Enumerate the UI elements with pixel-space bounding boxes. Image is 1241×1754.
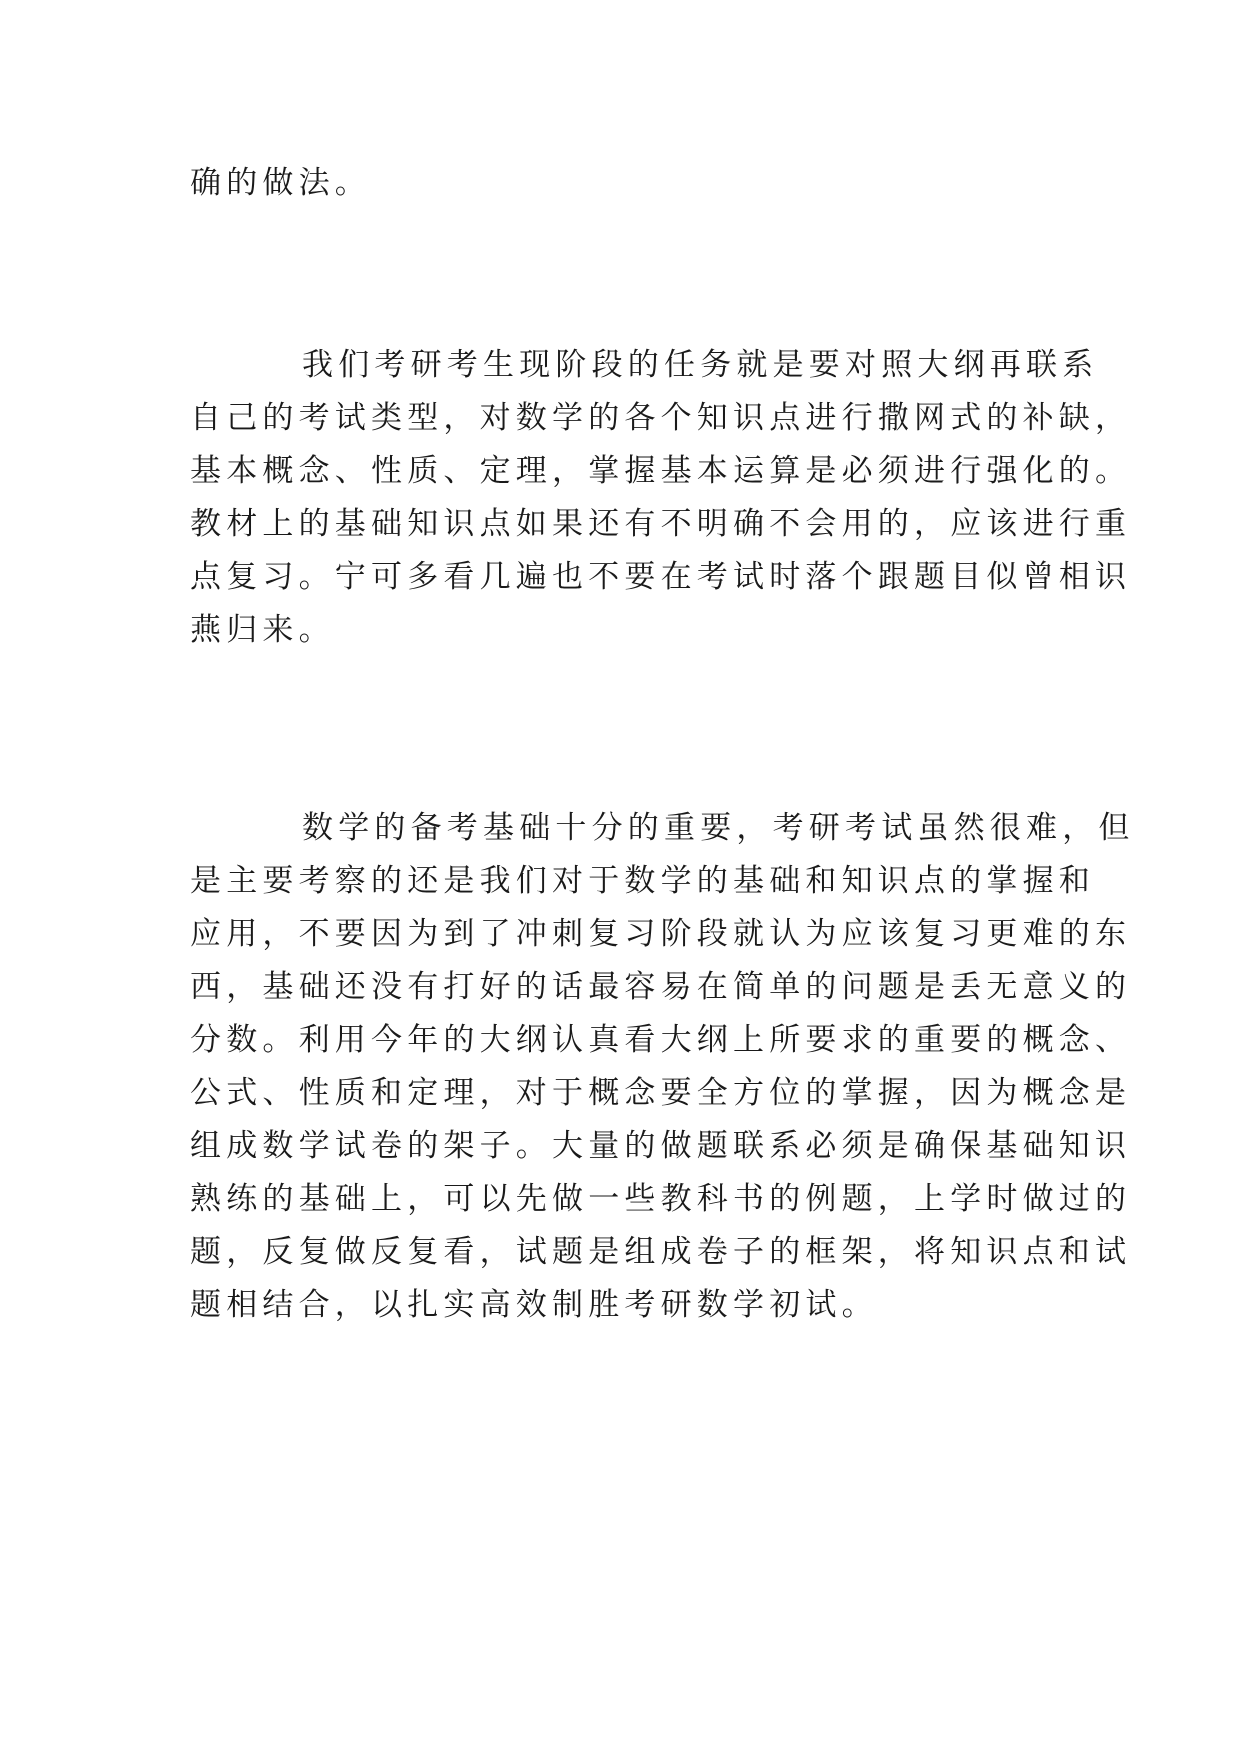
paragraph-line: 点复习。宁可多看几遍也不要在考试时落个跟题目似曾相识 (190, 559, 1132, 595)
paragraph-line: 基本概念、性质、定理，掌握基本运算是必须进行强化的。 (190, 453, 1132, 489)
paragraph-line: 确的做法。 (190, 165, 371, 201)
paragraph-line: 题，反复做反复看，试题是组成卷子的框架，将知识点和试 (190, 1234, 1132, 1270)
paragraph-line: 分数。利用今年的大纲认真看大纲上所要求的重要的概念、 (190, 1022, 1132, 1058)
paragraph-line: 公式、性质和定理，对于概念要全方位的掌握，因为概念是 (190, 1075, 1132, 1111)
paragraph-line: 应用，不要因为到了冲刺复习阶段就认为应该复习更难的东 (190, 916, 1132, 952)
paragraph-line: 燕归来。 (190, 612, 335, 648)
paragraph-line: 教材上的基础知识点如果还有不明确不会用的，应该进行重 (190, 506, 1132, 542)
paragraph-line: 自己的考试类型，对数学的各个知识点进行撒网式的补缺， (190, 400, 1132, 436)
paragraph-line: 是主要考察的还是我们对于数学的基础和知识点的掌握和 (190, 863, 1095, 899)
paragraph-line: 西，基础还没有打好的话最容易在简单的问题是丢无意义的 (190, 969, 1132, 1005)
paragraph-line: 题相结合，以扎实高效制胜考研数学初试。 (190, 1287, 878, 1323)
paragraph-line: 熟练的基础上，可以先做一些教科书的例题，上学时做过的 (190, 1181, 1132, 1217)
paragraph-line: 组成数学试卷的架子。大量的做题联系必须是确保基础知识 (190, 1128, 1132, 1164)
paragraph-line: 数学的备考基础十分的重要，考研考试虽然很难，但 (302, 810, 1135, 846)
paragraph-line: 我们考研考生现阶段的任务就是要对照大纲再联系 (302, 347, 1099, 383)
